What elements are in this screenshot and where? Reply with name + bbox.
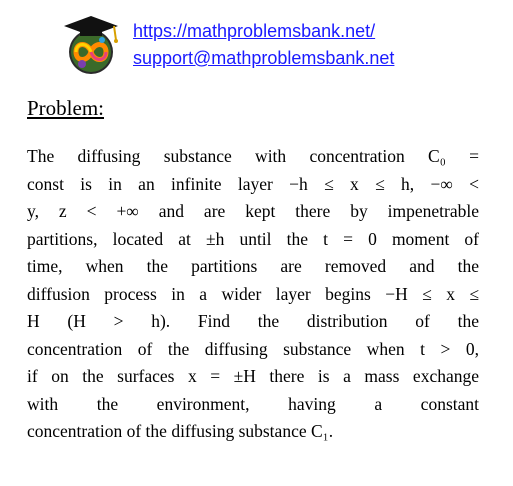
problem-line: concentration of the diffusing substance when t > 0, bbox=[27, 338, 479, 359]
problem-line: y, z < +∞ and are kept there by impenetrable bbox=[27, 201, 479, 221]
problem-line: concentration of the diffusing substance C₁. bbox=[27, 421, 334, 441]
contact-links bbox=[133, 18, 394, 72]
support-email-link[interactable]: support@mathproblemsbank.net bbox=[133, 48, 395, 68]
problem-line: with the environment, having a constant bbox=[27, 393, 479, 414]
problem-line: if on the surfaces x = ±H there is a mass exchange bbox=[27, 366, 479, 386]
problem-heading: Problem: bbox=[27, 96, 104, 120]
problem-line: partitions, located at ±h until the t = 0 moment of bbox=[27, 228, 479, 249]
site-header bbox=[58, 12, 488, 82]
problem-line: time, when the partitions are removed and the bbox=[27, 256, 479, 276]
site-url-link[interactable]: https://mathproblemsbank.net/ bbox=[133, 21, 376, 41]
problem-line: H (H > h). Find the distribution of the bbox=[27, 311, 479, 331]
graduation-cap-infinity-logo-icon bbox=[58, 12, 124, 78]
problem-line: diffusion process in a wider layer begins −H ≤ x ≤ bbox=[27, 283, 479, 304]
problem-text bbox=[27, 143, 479, 446]
problem-line: const is in an infinite layer −h ≤ x ≤ h, −∞ < bbox=[27, 173, 479, 194]
problem-line: The diffusing substance with concentration C₀ = bbox=[27, 146, 479, 166]
